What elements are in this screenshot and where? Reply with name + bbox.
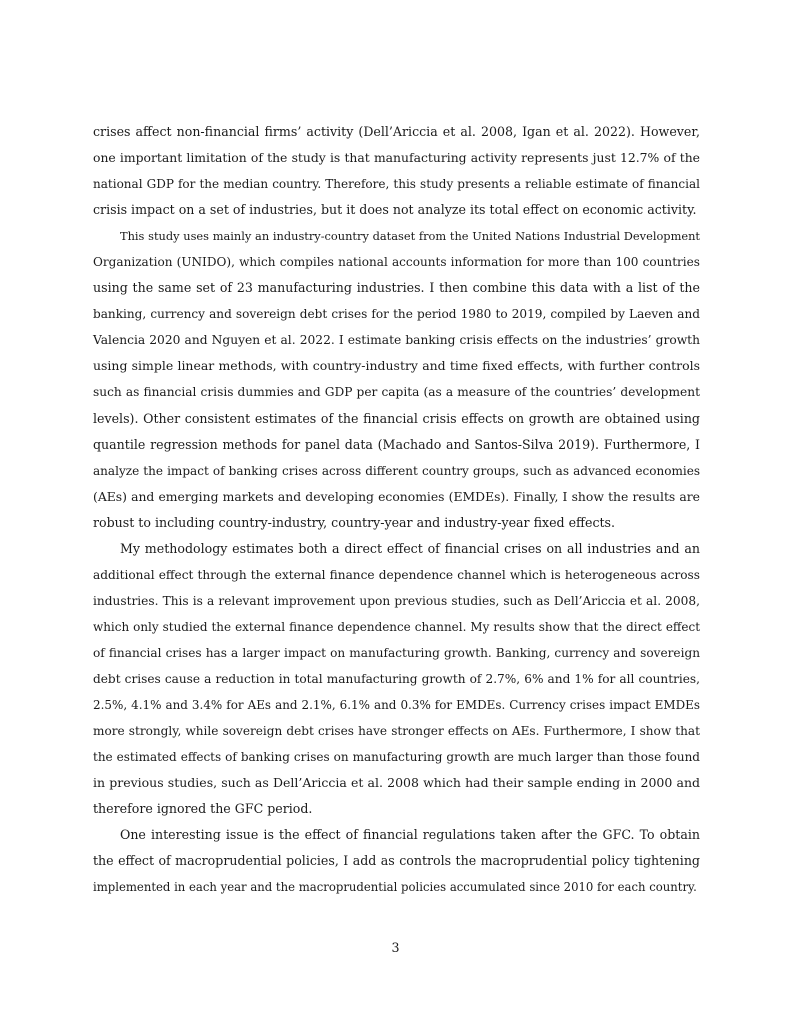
- text-line: This study uses mainly an industry-country dataset from the United Nations Industrial Development: [120, 229, 700, 244]
- text-line: quantile regression methods for panel data (Machado and Santos-Silva 2019). Furthermore, I: [93, 436, 700, 452]
- text-line: industries. This is a relevant improvement upon previous studies, such as Dell’Ariccia et al. 2008,: [93, 593, 700, 608]
- text-line: therefore ignored the GFC period.: [93, 801, 313, 817]
- text-line: 2.5%, 4.1% and 3.4% for AEs and 2.1%, 6.1% and 0.3% for EMDEs. Currency crises impact EMDEs: [93, 698, 700, 713]
- text-line: robust to including country-industry, country-year and industry-year fixed effects.: [93, 514, 616, 530]
- paragraph-1: [93, 119, 700, 223]
- text-line: of financial crises has a larger impact on manufacturing growth. Banking, currency and sovereign: [93, 645, 700, 660]
- text-line: using simple linear methods, with country-industry and time fixed effects, with further controls: [93, 358, 700, 374]
- text-line: crises affect non-financial firms’ activity (Dell’Ariccia et al. 2008, Igan et al. 2022). However,: [93, 124, 700, 139]
- text-line: debt crises cause a reduction in total manufacturing growth of 2.7%, 6% and 1% for all countries,: [93, 671, 700, 686]
- text-line: One interesting issue is the effect of financial regulations taken after the GFC. To obtain: [120, 827, 700, 843]
- text-line: (AEs) and emerging markets and developing economies (EMDEs). Finally, I show the results are: [93, 489, 700, 504]
- text-line: implemented in each year and the macroprudential policies accumulated since 2010 for each country.: [93, 880, 697, 895]
- text-line: additional effect through the external finance dependence channel which is heterogeneous across: [93, 567, 700, 582]
- text-line: such as financial crisis dummies and GDP per capita (as a measure of the countries’ development: [93, 385, 700, 400]
- text-line: one important limitation of the study is that manufacturing activity represents just 12.7% of the: [93, 150, 700, 166]
- text-line: My methodology estimates both a direct effect of financial crises on all industries and an: [120, 540, 700, 556]
- text-line: the estimated effects of banking crises on manufacturing growth are much larger than those found: [93, 750, 700, 765]
- text-line: crisis impact on a set of industries, but it does not analyze its total effect on economic activity.: [93, 202, 697, 218]
- text-line: national GDP for the median country. Therefore, this study presents a reliable estimate of financial: [93, 177, 700, 192]
- text-line: banking, currency and sovereign debt crises for the period 1980 to 2019, compiled by Laeven and: [93, 307, 700, 322]
- text-line: the effect of macroprudential policies, I add as controls the macroprudential policy tightening: [93, 853, 700, 869]
- text-line: which only studied the external finance dependence channel. My results show that the direct effect: [93, 619, 700, 634]
- text-line: more strongly, while sovereign debt crises have stronger effects on AEs. Furthermore, I show that: [93, 724, 700, 739]
- text-line: in previous studies, such as Dell’Ariccia et al. 2008 which had their sample ending in 2000 and: [93, 775, 700, 791]
- text-line: Organization (UNIDO), which compiles national accounts information for more than 100 countries: [93, 255, 700, 270]
- page-number: 3: [391, 940, 400, 955]
- paragraph-2: [93, 223, 700, 536]
- text-line: Valencia 2020 and Nguyen et al. 2022. I estimate banking crisis effects on the industries’ growth: [93, 333, 700, 348]
- page-body: [93, 119, 700, 900]
- paragraph-4: [93, 822, 700, 900]
- paragraph-3: [93, 536, 700, 823]
- text-line: using the same set of 23 manufacturing industries. I then combine this data with a list of the: [93, 280, 700, 296]
- text-line: levels). Other consistent estimates of the financial crisis effects on growth are obtained using: [93, 410, 700, 426]
- text-line: analyze the impact of banking crises across different country groups, such as advanced economies: [93, 463, 700, 478]
